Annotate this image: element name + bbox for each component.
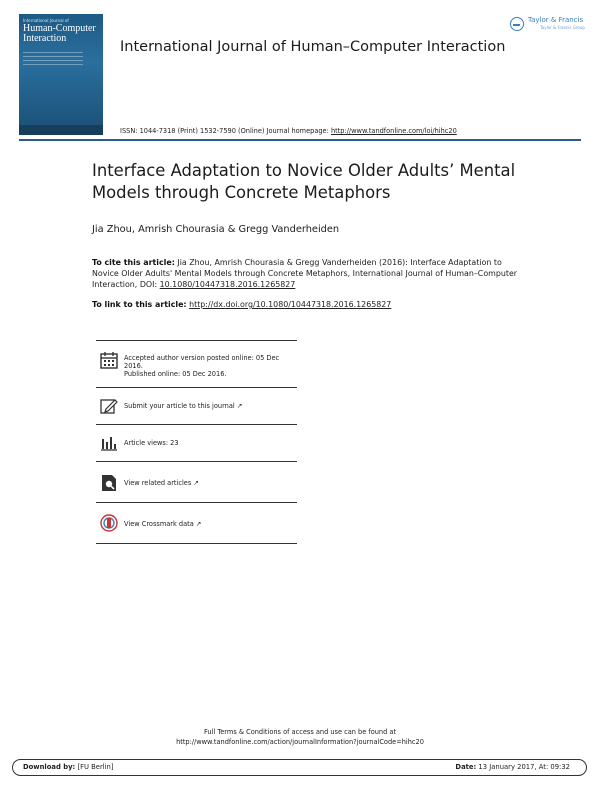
external-link-icon: ↗ [236,402,243,410]
cite-text: Jia Zhou, Amrish Chourasia & Gregg Vanderheiden (2016): Interface Adaptation to Novice Older Adults' Mental Models through Concrete Metaphors, International Journal of Human–Computer Interaction, DOI: [92,258,518,289]
publisher-logo-line2: Taylor & Francis Group [540,25,585,30]
related-articles-link[interactable] [124,479,199,487]
article-views-row [96,425,297,461]
issn-line [120,127,457,135]
journal-cover-image [19,14,103,135]
external-link-icon: ↗ [195,520,202,528]
article-title: Interface Adaptation to Novice Older Adults’ Mental Models through Concrete Metaphors [92,161,516,202]
link-label: To link to this article: [92,300,187,309]
publication-dates-row [96,341,297,387]
article-link-line [92,300,391,309]
journal-homepage-link[interactable]: http://www.tandfonline.com/loi/hihc20 [330,127,457,135]
publisher-logo-line1: Taylor & Francis [528,16,584,24]
accepted-date: Accepted author version posted online: 05 Dec 2016. [124,354,280,370]
download-date-value: 13 January 2017, At: 09:32 [478,763,570,771]
header-divider [19,139,581,141]
crossmark-label: View Crossmark data [124,520,194,528]
crossmark-icon [100,514,118,532]
journal-title: International Journal of Human–Computer Interaction [120,39,506,55]
submit-article-link[interactable] [124,402,242,410]
cover-top-line: International Journal of [23,18,69,23]
article-authors: Jia Zhou, Amrish Chourasia & Gregg Vanderheiden [92,224,340,235]
download-info-bar [12,759,587,776]
crossmark-row[interactable] [96,503,297,543]
bar-chart-icon [100,434,118,452]
downloaded-by-label: Download by: [23,763,76,771]
edit-icon [100,397,118,415]
related-articles-label: View related articles [124,479,192,487]
issn-text: ISSN: 1044-7318 (Print) 1532-7590 (Online) Journal homepage: [120,127,329,135]
submit-article-label: Submit your article to this journal [124,402,235,410]
download-date [455,763,570,771]
publisher-logo[interactable] [510,15,585,35]
submit-article-row[interactable] [96,388,297,424]
cover-footer-band [19,125,103,135]
calendar-icon [100,351,118,369]
crossmark-link[interactable] [124,520,201,528]
document-search-icon [100,474,118,492]
related-articles-row[interactable] [96,462,297,502]
cite-label: To cite this article: [92,258,175,267]
terms-url[interactable]: http://www.tandfonline.com/action/journalInformation?journalCode=hihc20 [176,738,424,746]
downloaded-by-value: [FU Berlin] [77,763,114,771]
cover-decoration [23,52,83,66]
cover-title: Human-Computer Interaction [23,23,96,44]
terms-line1: Full Terms & Conditions of access and use can be found at [203,728,397,736]
publication-dates [124,354,294,378]
published-date: Published online: 05 Dec 2016. [124,370,227,378]
citation-block [92,257,522,290]
article-doi-url[interactable]: http://dx.doi.org/10.1080/10447318.2016.1265827 [189,300,392,309]
downloaded-by [23,763,114,771]
terms-notice [0,727,600,747]
article-views: Article views: 23 [124,439,179,447]
download-date-label: Date: [455,763,477,771]
cite-doi-link[interactable]: 10.1080/10447318.2016.1265827 [159,280,296,289]
external-link-icon: ↗ [193,479,199,487]
info-divider [96,543,297,544]
article-info-box [96,340,297,544]
publisher-logo-icon [510,17,524,31]
